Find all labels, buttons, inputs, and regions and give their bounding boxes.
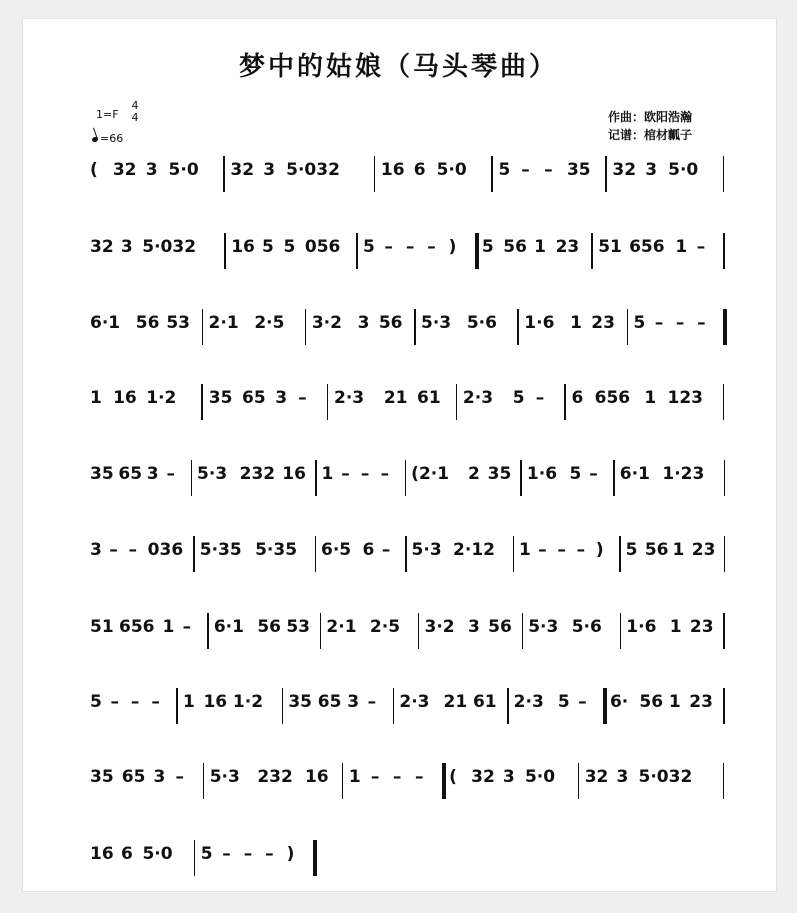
notation-token: –: [538, 540, 547, 560]
notation-token: 21: [383, 388, 408, 408]
notation-token: 16: [231, 237, 255, 257]
notation-token: 3: [502, 767, 515, 787]
notation-token: –: [521, 160, 530, 180]
notation-token: 1·23: [662, 464, 705, 484]
notation-token: 6·5: [321, 540, 352, 560]
time-signature-bottom: 4: [131, 111, 139, 124]
notation-token: 1: [183, 692, 195, 712]
notation-token: 5·0: [436, 160, 467, 180]
composer-credit: 作曲：欧阳浩瀚: [608, 110, 693, 124]
barline: [723, 688, 725, 724]
barline: [207, 613, 209, 649]
barline: [191, 460, 193, 496]
barline: [591, 233, 593, 269]
notation-token: 5: [362, 237, 375, 257]
quarter-note-icon: [91, 136, 98, 143]
notation-token: –: [243, 844, 253, 864]
notation-token: –: [381, 540, 391, 560]
barline: [723, 233, 725, 269]
tempo-value: =66: [100, 132, 124, 145]
score-line: [86, 313, 736, 349]
notation-token: –: [130, 692, 140, 712]
notation-token: 56: [639, 692, 664, 712]
barline: [202, 309, 204, 345]
notation-token: –: [367, 692, 377, 712]
notation-token: 35: [487, 464, 512, 484]
score-line: [86, 767, 736, 803]
notation-token: 21: [443, 692, 468, 712]
notation-token: 1: [570, 313, 582, 333]
notation-token: 56: [257, 617, 282, 637]
notation-token: 232: [257, 767, 293, 787]
notation-token: 5·032: [638, 767, 693, 787]
notation-token: 5·3: [197, 464, 228, 484]
notation-token: 2·12: [453, 540, 495, 560]
notation-token: –: [182, 617, 192, 637]
notation-token: 65: [317, 692, 342, 712]
notation-token: –: [109, 540, 118, 560]
notation-token: 5: [569, 464, 582, 484]
notation-token: 61: [472, 692, 497, 712]
notation-token: 5: [498, 160, 511, 180]
barline: [620, 613, 622, 649]
notation-token: 16: [113, 388, 137, 408]
notation-token: 2·3: [462, 388, 494, 408]
notation-token: 16: [282, 464, 306, 484]
notation-token: 5·0: [668, 160, 699, 180]
notation-token: –: [427, 237, 436, 257]
notation-token: 6: [413, 160, 426, 180]
notation-token: (: [449, 767, 457, 787]
notation-token: 1·6: [524, 313, 555, 333]
notation-token: 32: [584, 767, 609, 787]
notation-token: 65: [241, 388, 266, 408]
notation-token: ): [286, 844, 295, 864]
notation-token: 3: [263, 160, 276, 180]
notation-token: –: [696, 237, 706, 257]
notation-token: 32: [230, 160, 255, 180]
notation-token: 56: [378, 313, 403, 333]
notation-token: –: [370, 767, 380, 787]
notation-token: 3: [347, 692, 360, 712]
time-signature: [130, 100, 140, 124]
notation-token: 5·3: [421, 313, 452, 333]
repeat-barline: [475, 233, 479, 269]
notation-token: 3: [153, 767, 166, 787]
notation-token: 5: [481, 237, 494, 257]
notation-token: 5: [633, 313, 646, 333]
barline: [520, 460, 522, 496]
notation-token: ): [595, 540, 604, 560]
notation-token: 2·5: [369, 617, 401, 637]
notation-token: 2·1: [208, 313, 239, 333]
notation-token: 232: [239, 464, 276, 484]
notation-token: 656: [594, 388, 631, 408]
score-line: [86, 844, 736, 880]
barline: [414, 309, 416, 345]
notation-token: 1: [672, 540, 685, 560]
notation-token: 5·3: [411, 540, 442, 560]
notation-token: 23: [689, 692, 713, 712]
notation-token: 65: [118, 464, 143, 484]
notation-token: 3: [467, 617, 480, 637]
barline: [723, 763, 725, 799]
notation-token: 5·0: [142, 844, 173, 864]
notation-token: 2·5: [254, 313, 285, 333]
notation-token: 1: [668, 692, 681, 712]
notation-token: 56: [135, 313, 160, 333]
notation-token: –: [166, 464, 175, 484]
notation-token: 35: [566, 160, 591, 180]
notation-token: 2: [467, 464, 480, 484]
notation-token: 56: [644, 540, 669, 560]
barline: [578, 763, 580, 799]
notation-token: 23: [555, 237, 580, 257]
notation-token: 53: [166, 313, 190, 333]
notation-token: 5·6: [571, 617, 602, 637]
barline: [418, 613, 420, 649]
barline: [356, 233, 358, 269]
barline: [522, 613, 524, 649]
score-page: [22, 18, 777, 892]
notation-token: –: [151, 692, 160, 712]
notation-token: 16: [304, 767, 329, 787]
notation-token: 5·35: [255, 540, 298, 560]
notation-token: 16: [380, 160, 405, 180]
notation-token: –: [360, 464, 370, 484]
notation-token: 5: [557, 692, 570, 712]
notation-token: 1: [669, 617, 682, 637]
notation-token: (2·1: [411, 464, 450, 484]
barline: [491, 156, 493, 192]
notation-token: –: [380, 464, 390, 484]
notation-token: 1: [675, 237, 688, 257]
notation-token: –: [392, 767, 402, 787]
notation-token: –: [576, 540, 586, 560]
barline: [405, 460, 407, 496]
notation-token: –: [128, 540, 137, 560]
barline: [176, 688, 178, 724]
barline: [201, 384, 203, 420]
notation-token: (: [90, 160, 98, 180]
notation-token: 35: [90, 767, 114, 787]
notation-token: 5·0: [524, 767, 556, 787]
barline: [613, 460, 615, 496]
barline: [320, 613, 322, 649]
notation-token: 3: [357, 313, 370, 333]
repeat-barline: [603, 688, 607, 724]
notation-token: 036: [147, 540, 184, 560]
notation-token: 51: [598, 237, 622, 257]
notation-token: 1·2: [232, 692, 264, 712]
score-line: [86, 617, 736, 653]
notation-token: –: [589, 464, 598, 484]
notation-token: 32: [612, 160, 637, 180]
barline: [374, 156, 376, 192]
notation-token: 6: [571, 388, 584, 408]
notation-token: –: [544, 160, 553, 180]
notation-token: 5: [90, 692, 102, 712]
notation-token: 56: [488, 617, 512, 637]
notation-token: –: [557, 540, 566, 560]
notation-token: –: [175, 767, 185, 787]
barline: [393, 688, 395, 724]
notation-token: 16: [203, 692, 228, 712]
barline: [619, 536, 621, 572]
notation-token: –: [222, 844, 231, 864]
barline: [315, 536, 317, 572]
barline: [724, 536, 726, 572]
barline: [305, 309, 307, 345]
notation-token: 23: [689, 617, 714, 637]
notation-token: 5: [262, 237, 274, 257]
notation-token: 32: [112, 160, 137, 180]
barline: [203, 763, 205, 799]
notation-token: –: [341, 464, 350, 484]
notation-token: 1·6: [526, 464, 558, 484]
barline: [193, 536, 195, 572]
notation-token: –: [654, 313, 664, 333]
notation-token: ): [448, 237, 457, 257]
notation-token: 5: [625, 540, 638, 560]
notation-token: 6·: [609, 692, 629, 712]
barline: [194, 840, 196, 876]
notation-token: 5·032: [142, 237, 197, 257]
notation-token: –: [675, 313, 685, 333]
notation-token: 1: [534, 237, 546, 257]
notation-token: 5·032: [286, 160, 340, 180]
barline: [605, 156, 607, 192]
notation-token: 1: [90, 388, 102, 408]
notation-token: –: [578, 692, 587, 712]
notation-token: 23: [691, 540, 716, 560]
notation-token: 5·0: [168, 160, 199, 180]
notation-token: –: [535, 388, 545, 408]
notation-token: 1: [348, 767, 361, 787]
notation-token: 5: [512, 388, 525, 408]
notation-token: 2·3: [513, 692, 544, 712]
transcriber-credit: 记谱：棺材瓤子: [608, 128, 693, 142]
notation-token: 3·2: [424, 617, 455, 637]
notation-token: 1: [644, 388, 657, 408]
notation-token: 35: [90, 464, 114, 484]
notation-token: 3: [275, 388, 288, 408]
notation-token: 5·35: [199, 540, 242, 560]
notation-token: 5: [200, 844, 213, 864]
notation-token: 61: [417, 388, 441, 408]
notation-token: 5·6: [466, 313, 497, 333]
notation-token: 1·2: [146, 388, 177, 408]
score-line: [86, 540, 736, 576]
repeat-barline: [723, 309, 727, 345]
barline: [723, 156, 725, 192]
notation-token: 3: [90, 540, 102, 560]
score-line: [86, 388, 736, 424]
score-line: [86, 464, 736, 500]
score-line: [86, 692, 736, 728]
barline: [723, 384, 725, 420]
barline: [327, 384, 329, 420]
repeat-barline: [442, 763, 446, 799]
barline: [456, 384, 458, 420]
page-title: 梦中的姑娘（马头琴曲）: [238, 52, 558, 82]
notation-token: 5: [283, 237, 296, 257]
notation-token: 35: [208, 388, 233, 408]
notation-token: –: [697, 313, 706, 333]
notation-token: 056: [304, 237, 341, 257]
barline: [405, 536, 407, 572]
notation-token: –: [405, 237, 415, 257]
notation-token: 6·1: [213, 617, 244, 637]
notation-token: –: [414, 767, 424, 787]
time-signature-top: 4: [131, 99, 139, 112]
barline: [282, 688, 284, 724]
notation-token: 3: [645, 160, 658, 180]
notation-token: 3: [120, 237, 133, 257]
notation-token: 5·3: [528, 617, 559, 637]
barline: [564, 384, 566, 420]
key-signature: 1=F: [96, 108, 119, 121]
score-line: [86, 237, 736, 273]
notation-token: –: [110, 692, 119, 712]
notation-token: 656: [118, 617, 155, 637]
notation-token: –: [298, 388, 307, 408]
notation-token: –: [384, 237, 393, 257]
notation-token: 32: [471, 767, 495, 787]
notation-token: 1·6: [626, 617, 657, 637]
notation-token: 6·1: [619, 464, 650, 484]
notation-token: 2·3: [334, 388, 365, 408]
score-line: [86, 160, 736, 196]
notation-token: 2·3: [399, 692, 430, 712]
notation-token: 56: [503, 237, 527, 257]
tempo-marking: [92, 132, 123, 145]
notation-token: 51: [90, 617, 114, 637]
barline: [223, 156, 225, 192]
notation-token: 3: [145, 160, 158, 180]
repeat-barline: [313, 840, 317, 876]
notation-token: 53: [286, 617, 311, 637]
barline: [627, 309, 629, 345]
barline: [315, 460, 317, 496]
notation-token: 656: [629, 237, 665, 257]
notation-token: 3: [616, 767, 629, 787]
notation-token: 1: [321, 464, 334, 484]
notation-token: 6: [120, 844, 133, 864]
barline: [342, 763, 344, 799]
barline: [724, 460, 726, 496]
barline: [507, 688, 509, 724]
barline: [513, 536, 515, 572]
barline: [723, 613, 725, 649]
notation-token: 6·1: [90, 313, 121, 333]
notation-token: 65: [121, 767, 146, 787]
notation-token: 1: [162, 617, 175, 637]
notation-token: 23: [591, 313, 615, 333]
notation-token: –: [265, 844, 274, 864]
notation-token: 3: [146, 464, 159, 484]
notation-token: 3·2: [311, 313, 342, 333]
notation-token: 1: [518, 540, 531, 560]
notation-token: 5·3: [209, 767, 240, 787]
barline: [224, 233, 226, 269]
notation-token: 16: [90, 844, 114, 864]
notation-token: 2·1: [326, 617, 357, 637]
notation-token: 123: [667, 388, 703, 408]
barline: [517, 309, 519, 345]
notation-token: 35: [288, 692, 312, 712]
notation-token: 6: [362, 540, 375, 560]
notation-token: 32: [90, 237, 114, 257]
